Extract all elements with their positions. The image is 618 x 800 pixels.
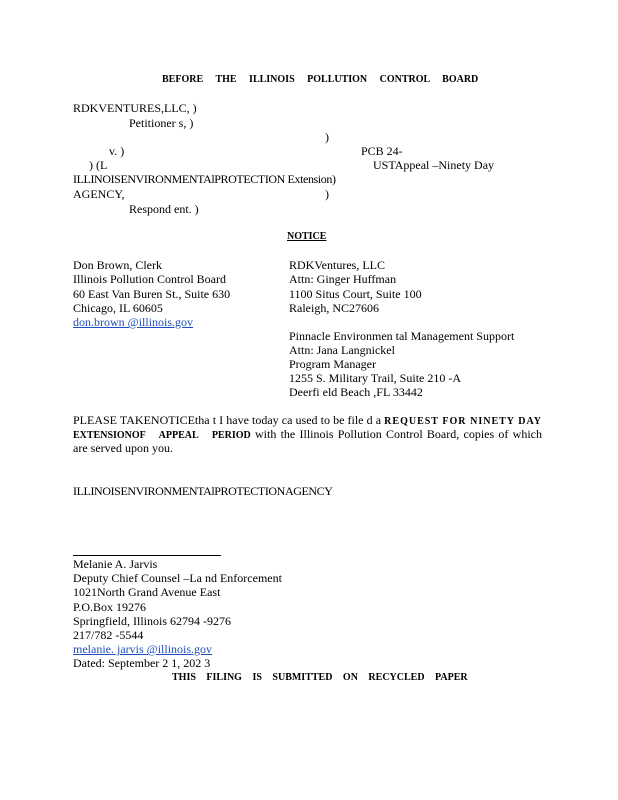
signer-city: Springfield, Illinois 62794 -9276 [73, 614, 231, 628]
signer-email-link[interactable]: melanie. jarvis @illinois.gov [73, 642, 213, 656]
signer-pobox: P.O.Box 19276 [73, 600, 147, 614]
petitioner-street: 1100 Situs Court, Suite 100 [289, 287, 422, 301]
petitioner-name: RDKVentures, LLC [289, 258, 385, 272]
body-request-bold: REQUEST FOR NINETY DAY [384, 416, 542, 427]
recycled-paper-footer: THIS FILING IS SUBMITTED ON RECYCLED PAPER [172, 672, 468, 683]
body-line-2-text: with the Illinois Pollution Control Board, copies of which [254, 427, 542, 441]
signer-phone: 217/782 -5544 [73, 628, 144, 642]
caption-petitioner-role: Petitioner s, ) [129, 116, 194, 130]
body-line-3: are served upon you. [73, 441, 173, 455]
case-number: PCB 24- [361, 144, 403, 158]
document-heading: BEFORE THE ILLINOIS POLLUTION CONTROL BOARD [162, 74, 479, 85]
caption-agency: AGENCY, [73, 187, 125, 201]
date-line: Dated: September 2 1, 202 3 [73, 656, 211, 670]
clerk-street: 60 East Van Buren St., Suite 630 [73, 287, 231, 301]
signer-title: Deputy Chief Counsel –La nd Enforcement [73, 571, 282, 585]
signer-street: 1021North Grand Avenue East [73, 585, 221, 599]
caption-respondent-role: Respond ent. ) [129, 202, 199, 216]
caption-paren-l: ) (L [89, 158, 108, 172]
clerk-name: Don Brown, Clerk [73, 258, 162, 272]
clerk-city: Chicago, IL 60605 [73, 301, 163, 315]
caption-paren: ) [325, 130, 329, 144]
clerk-email-link[interactable]: don.brown @illinois.gov [73, 315, 194, 329]
caption-paren-2: ) [325, 187, 329, 201]
consultant-org: Pinnacle Environmen tal Management Support [289, 329, 515, 343]
agency-name: ILLINOISENVIRONMENTAlPROTECTIONAGENCY [73, 484, 333, 498]
consultant-attn: Attn: Jana Langnickel [289, 343, 395, 357]
caption-versus: v. ) [109, 144, 125, 158]
consultant-street: 1255 S. Military Trail, Suite 210 -A [289, 371, 462, 385]
caption-petitioner: RDKVENTURES,LLC, ) [73, 101, 197, 115]
body-extension-bold: EXTENSIONOF APPEAL PERIOD [73, 430, 251, 441]
signature-line [73, 555, 221, 556]
consultant-title: Program Manager [289, 357, 376, 371]
notice-title: NOTICE [287, 231, 327, 242]
signer-name: Melanie A. Jarvis [73, 557, 158, 571]
body-line-1-text: PLEASE TAKENOTICEtha t I have today ca used to be file d a [73, 413, 382, 427]
petitioner-city: Raleigh, NC27606 [289, 301, 379, 315]
clerk-org: Illinois Pollution Control Board [73, 272, 227, 286]
consultant-city: Deerfi eld Beach ,FL 33442 [289, 385, 423, 399]
caption-respondent-name: ILLINOISENVIRONMENTAlPROTECTION Extension) [73, 172, 336, 186]
petitioner-attn: Attn: Ginger Huffman [289, 272, 397, 286]
case-type: USTAppeal –Ninety Day [373, 158, 495, 172]
